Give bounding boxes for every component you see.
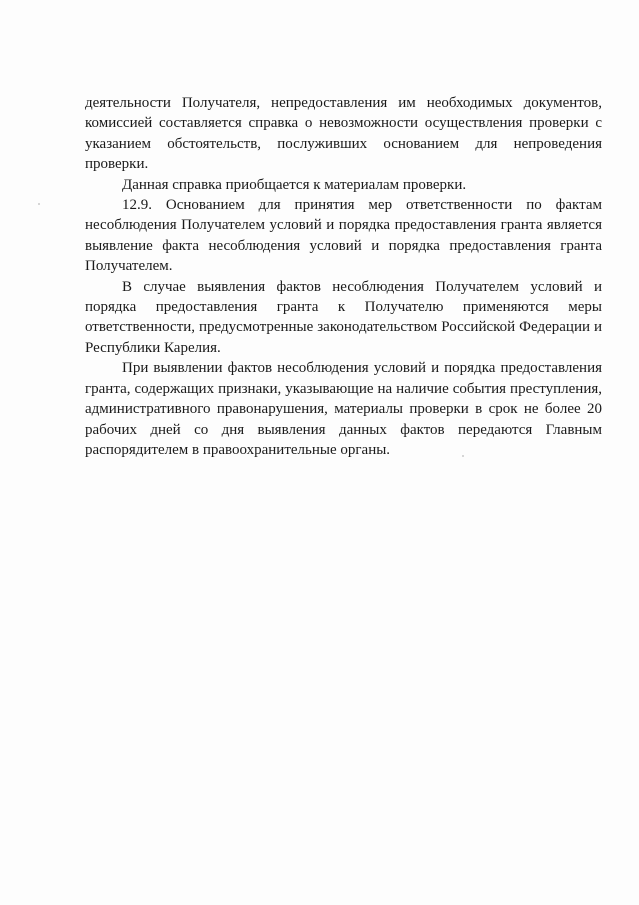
paragraph-clause-12-9: 12.9. Основанием для принятия мер ответственности по фактам несоблюдения Получателем условий и порядка предоставления гранта является выявление факта несоблюдения условий и порядка предоставления гранта Получателем.	[85, 197, 602, 275]
scan-speck	[38, 203, 40, 205]
document-body	[85, 93, 602, 460]
paragraph-liability-measures: В случае выявления фактов несоблюдения Получателем условий и порядка предоставления гранта к Получателю применяются меры ответственности, предусмотренные законодательством Российской Федерации и Республики Карелия.	[85, 278, 602, 356]
scan-speck	[462, 455, 464, 457]
paragraph-law-enforcement: При выявлении фактов несоблюдения условий и порядка предоставления гранта, содержащих признаки, указывающие на наличие события преступления, административного правонарушения, материалы проверки в срок не более 20 рабочих дней со дня выявления данных фактов передаются Главным распорядителем в правоохранительные органы.	[85, 360, 602, 458]
paragraph-continuation: деятельности Получателя, непредоставления им необходимых документов, комиссией составляется справка о невозможности осуществления проверки с указанием обстоятельств, послуживших основанием для непроведения проверки.	[85, 95, 602, 173]
paragraph-certificate-attached: Данная справка приобщается к материалам проверки.	[122, 176, 467, 193]
